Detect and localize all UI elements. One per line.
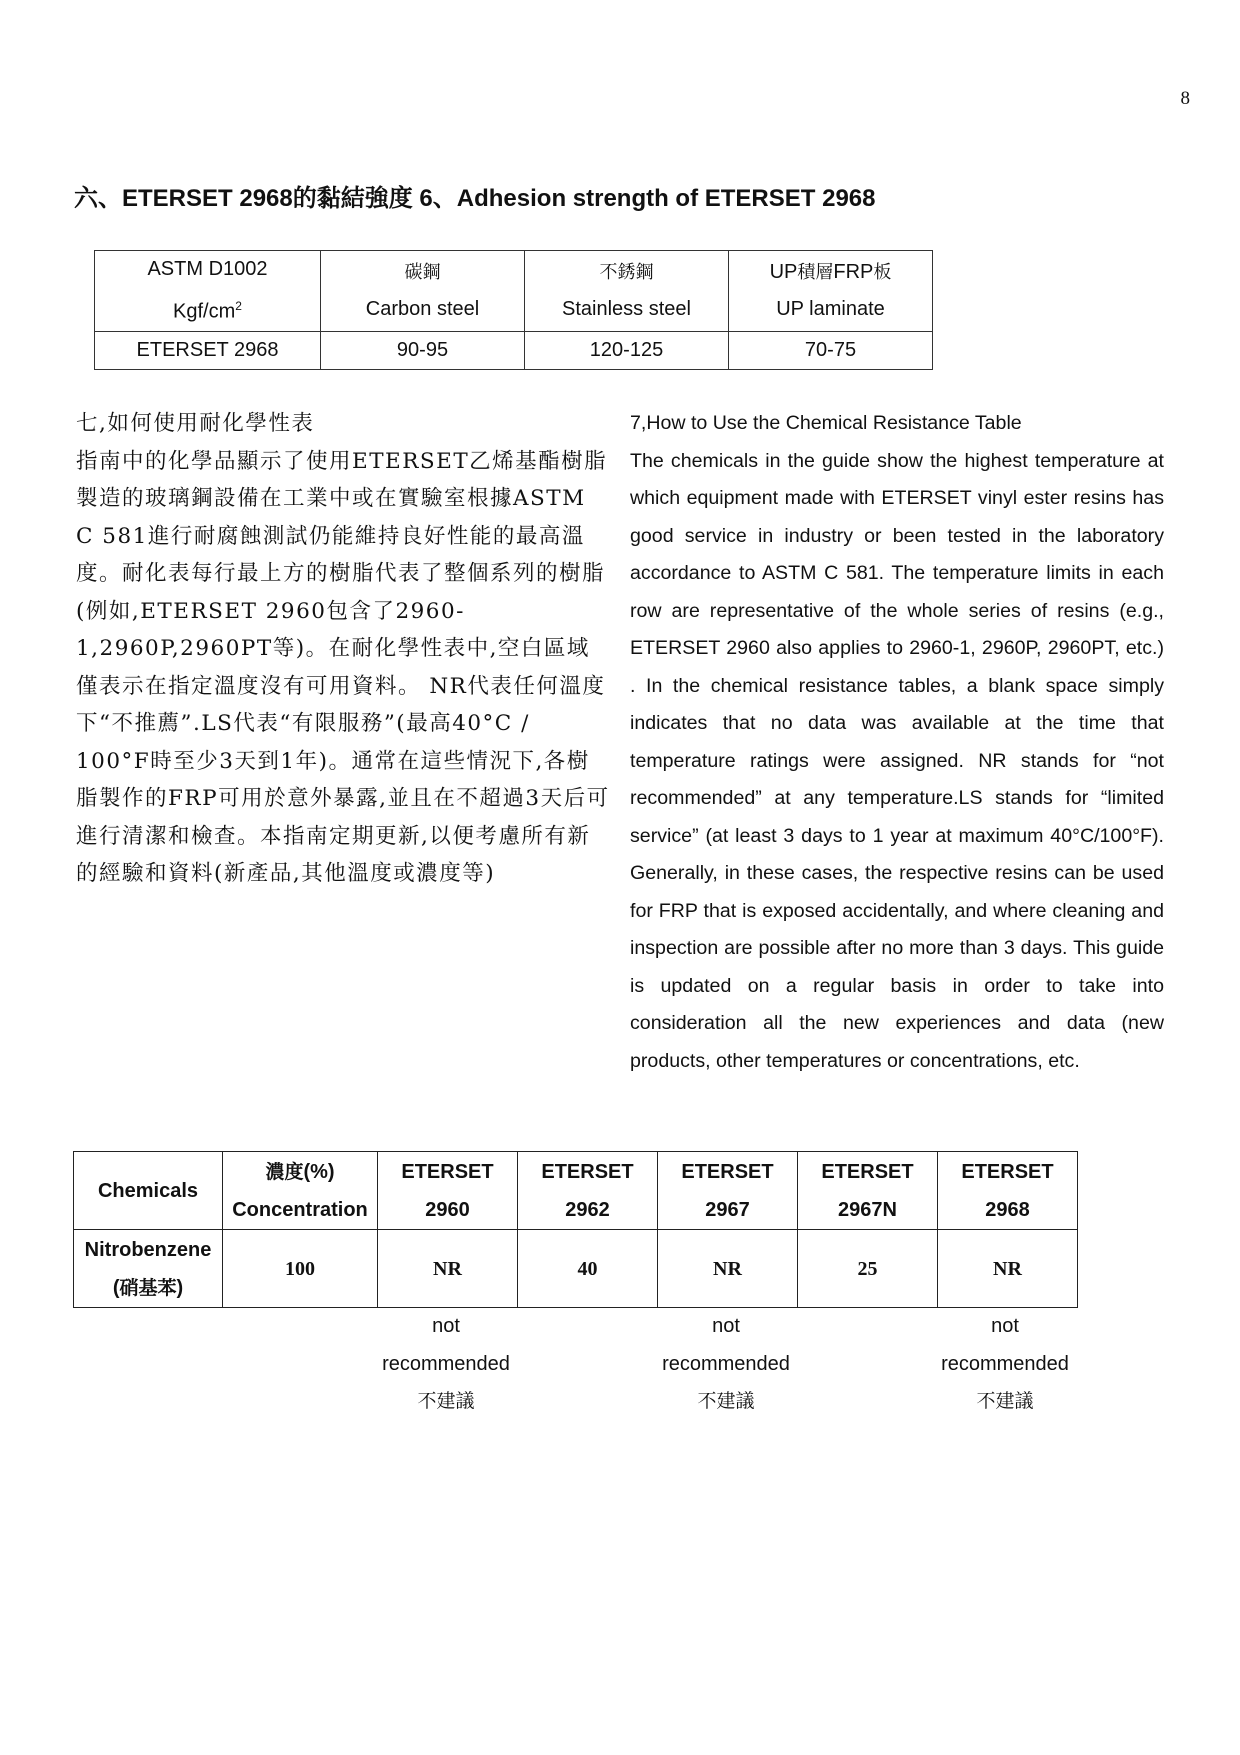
header-up-laminate-en: UP laminate xyxy=(776,297,885,320)
header-conc-unit: (%) xyxy=(303,1160,335,1183)
row-carbon-steel-value: 90-95 xyxy=(321,331,525,369)
header-concentration-en: Concentration xyxy=(232,1198,368,1221)
row-up-laminate-value: 70-75 xyxy=(729,331,933,369)
chemical-name-en: Nitrobenzene xyxy=(84,1238,212,1261)
header-unit-sup: 2 xyxy=(235,299,242,313)
nr-note-2968 xyxy=(905,1308,1105,1421)
note-line-1: not xyxy=(712,1315,740,1337)
heading-zh: 的黏結強度 xyxy=(292,184,413,212)
chem-table-row xyxy=(74,1230,1078,1308)
note-line-3: 不建議 xyxy=(697,1390,755,1412)
section-7-en-body: The chemicals in the guide show the highest temperature at which equipment made with ETERSET vinyl ester resins has good service in industry or been tested in the laboratory accordance to ASTM C 581. The temperature limits in each row are representative of the whole series of resins (e.g., ETERSET 2960 also applies to 2960-1, 2960P, 2960PT, etc.) . In the chemical resistance tables, a blank space simply indicates that no data was available at the time that temperature ratings were assigned. NR stands for “not recommended” at any temperature.LS stands for “limited service” (at least 3 days to 1 year at maximum 40°C/100°F). Generally, in these cases, the respective resins can be used for FRP that is exposed accidentally, and where cleaning and inspection are possible after no more than 3 days. This guide is updated on a regular basis in order to take into consideration all the new experiences and data (new products, other temperatures or concentrations, etc. xyxy=(630,449,1164,1072)
resin-grade: 2960 xyxy=(425,1198,470,1221)
resin-grade: 2968 xyxy=(985,1198,1030,1221)
resin-grade: 2962 xyxy=(565,1198,610,1221)
row-chemical xyxy=(74,1230,223,1308)
header-carbon-steel-zh: 碳鋼 xyxy=(404,261,441,283)
header-unit xyxy=(95,288,320,331)
header-resin-2960 xyxy=(378,1152,518,1230)
header-carbon-steel xyxy=(321,251,525,332)
note-line-2: recommended xyxy=(382,1352,510,1375)
adhesion-table-header xyxy=(95,251,933,332)
row-value-2962: 40 xyxy=(518,1230,658,1308)
adhesion-table-row xyxy=(95,331,933,369)
header-test-standard: ASTM D1002 xyxy=(147,258,268,280)
adhesion-strength-table xyxy=(94,250,933,370)
heading-product: ETERSET 2968 xyxy=(122,185,293,212)
header-chemicals: Chemicals xyxy=(74,1152,223,1230)
header-stainless-steel xyxy=(525,251,729,332)
section-7-chinese xyxy=(76,405,610,893)
row-value-2968: NR xyxy=(938,1230,1078,1308)
section-7-zh-body: 指南中的化學品顯示了使用ETERSET乙烯基酯樹脂製造的玻璃鋼設備在工業中或在實驗室根據ASTM C 581進行耐腐蝕測試仍能維持良好性能的最高溫度。耐化表每行最上方的樹脂代表了整個系列的樹脂(例如,ETERSET 2960包含了2960-1,2960P,2960PT等)。在耐化學性表中,空白區域僅表示在指定溫度沒有可用資料。 NR代表任何溫度下“不推薦”.LS代表“有限服務”(最高40°C / 100°F時至少3天到1年)。通常在這些情況下,各樹脂製作的FRP可用於意外暴露,並且在不超過3天后可進行清潔和檢查。本指南定期更新,以便考慮所有新的經驗和資料(新產品,其他溫度或濃度等) xyxy=(76,448,610,886)
header-concentration-zh xyxy=(223,1153,377,1191)
chem-table-header xyxy=(74,1152,1078,1230)
row-value-2967n: 25 xyxy=(798,1230,938,1308)
header-board-zh: 板 xyxy=(873,261,892,283)
row-concentration: 100 xyxy=(223,1230,378,1308)
header-resin-2962 xyxy=(518,1152,658,1230)
resin-name: ETERSET xyxy=(961,1160,1054,1183)
header-laminate-zh: 積層 xyxy=(797,261,834,283)
header-stainless-steel-zh: 不銹鋼 xyxy=(599,261,654,283)
header-conc-zh-text: 濃度 xyxy=(265,1160,304,1183)
note-line-3: 不建議 xyxy=(417,1390,475,1412)
header-resin-2967n xyxy=(798,1152,938,1230)
row-stainless-steel-value: 120-125 xyxy=(525,331,729,369)
header-unit-text: Kgf/cm xyxy=(173,300,236,323)
resin-grade: 2967N xyxy=(838,1198,897,1221)
header-resin-2967 xyxy=(658,1152,798,1230)
header-up-laminate-zh xyxy=(729,254,932,291)
header-stainless-steel-en: Stainless steel xyxy=(562,297,691,320)
chem-zh-text: 硝基苯 xyxy=(119,1276,177,1299)
chemical-resistance-table xyxy=(73,1151,1078,1308)
chemical-name-zh xyxy=(74,1269,222,1307)
chem-zh-close: ) xyxy=(176,1276,184,1299)
row-value-2967: NR xyxy=(658,1230,798,1308)
section-7-english xyxy=(630,405,1164,1080)
header-up-prefix: UP xyxy=(769,260,798,283)
header-carbon-steel-en: Carbon steel xyxy=(365,297,480,320)
header-test-method xyxy=(95,251,321,332)
header-frp: FRP xyxy=(833,260,874,283)
resin-name: ETERSET xyxy=(541,1160,634,1183)
row-product: ETERSET 2968 xyxy=(95,331,321,369)
resin-grade: 2967 xyxy=(705,1198,750,1221)
section-7-en-title: 7,How to Use the Chemical Resistance Table xyxy=(630,412,1022,434)
resin-name: ETERSET xyxy=(681,1160,774,1183)
header-concentration xyxy=(223,1152,378,1230)
note-line-1: not xyxy=(991,1315,1019,1337)
page-number: 8 xyxy=(1180,88,1190,109)
chem-zh-open: ( xyxy=(112,1276,120,1299)
header-resin-2968 xyxy=(938,1152,1078,1230)
note-line-2: recommended xyxy=(941,1352,1069,1375)
heading-en: 6、Adhesion strength of ETERSET 2968 xyxy=(412,185,876,212)
section-7-zh-title: 七,如何使用耐化學性表 xyxy=(76,411,315,436)
note-line-1: not xyxy=(432,1315,460,1337)
heading-number: 六、 xyxy=(74,184,122,212)
note-line-2: recommended xyxy=(662,1352,790,1375)
row-value-2960: NR xyxy=(378,1230,518,1308)
resin-name: ETERSET xyxy=(821,1160,914,1183)
resin-name: ETERSET xyxy=(401,1160,494,1183)
header-up-laminate xyxy=(729,251,933,332)
note-line-3: 不建議 xyxy=(976,1390,1034,1412)
nr-note-2960 xyxy=(346,1308,546,1421)
section-6-heading xyxy=(74,178,876,213)
nr-note-2967 xyxy=(626,1308,826,1421)
